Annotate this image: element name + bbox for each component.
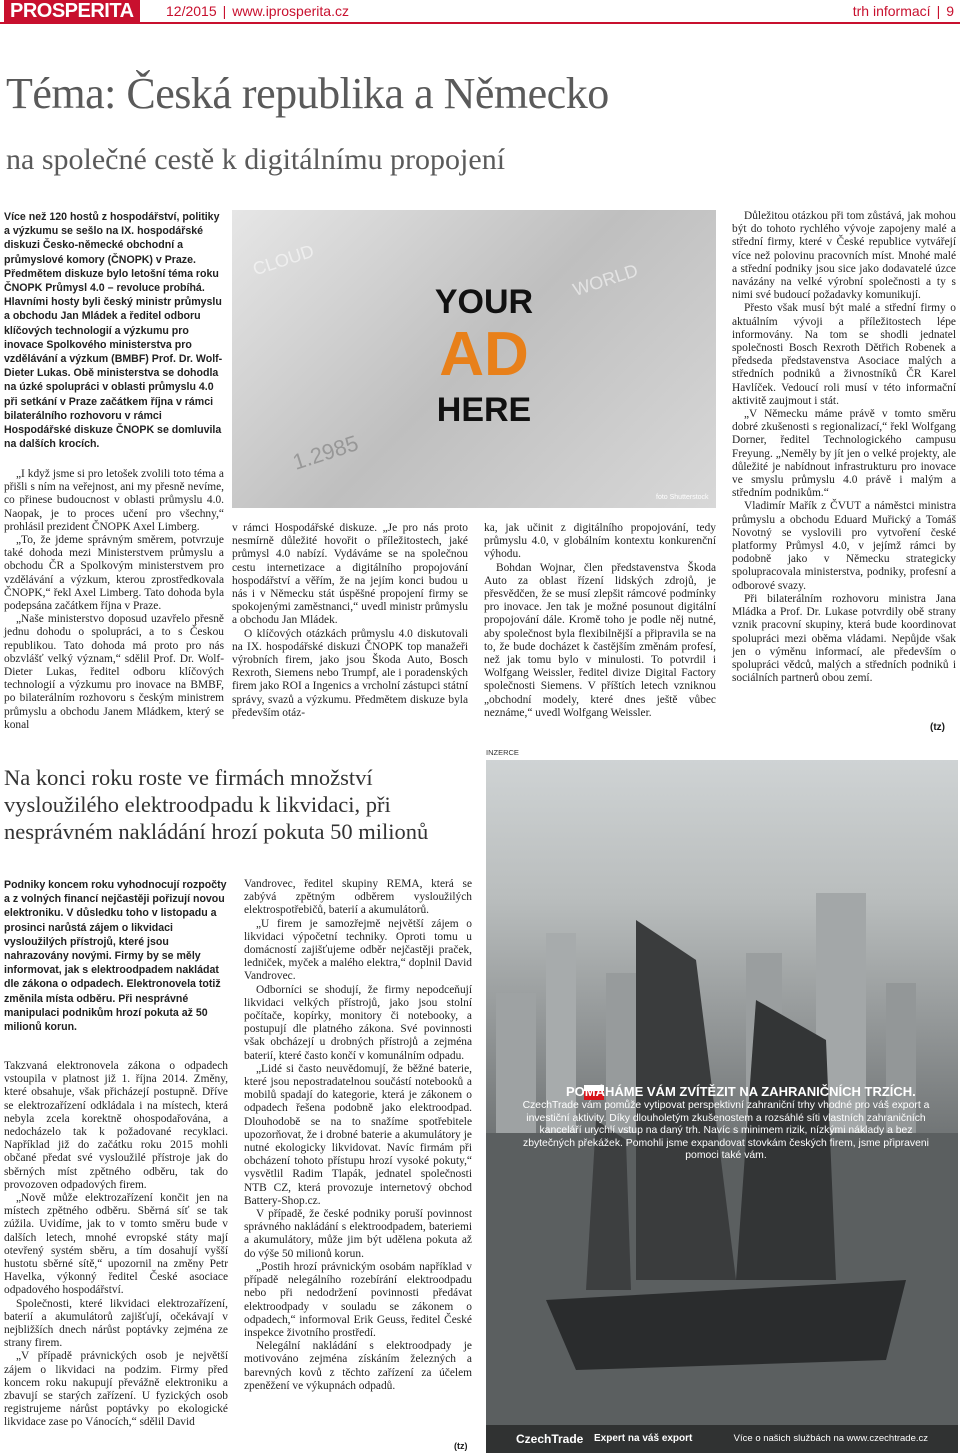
- paragraph: „I když jsme si pro letošek zvolili toto téma a přišli s ním na veřejnost, ani my přesně nevíme, co přinese budoucnost v oblasti průmyslu 4.0. Naopak, je to proces učení pro všechny,“ prohlásil prezident ČNOPK Axel Limberg.: [4, 468, 224, 533]
- paragraph: Při bilaterálním rozhovoru ministra Jana Mládka a Prof. Dr. Lukase potvrdily obě strany vznik pracovní skupiny, která bude koordinovat spolupráci mezi oběma vládami. Nepůjde však jen o výměnu informací, ale především o spolupráci vědců, malých a středních podniků i sociálních partnerů obou zemí.: [732, 592, 956, 685]
- photo-ad-word: HERE: [436, 391, 532, 429]
- paragraph: „Nově může elektrozařízení končit jen na místech zpětného odběru. Sběrná síť se tak zúžila. Uvidíme, jak to v tomto směru bude v dalších letech, mnohé evropské státy mají otevřený systém sběru, a tím dosahují vyšší hustotu sběrné sítě,“ upozornil na změny Petr Havelka, výkonný ředitel České asociace odpadového hospodářství.: [4, 1192, 228, 1297]
- section-name: trh informací: [852, 3, 931, 19]
- photo-text: 1.2985: [289, 430, 362, 475]
- paragraph: „U firem je samozřejmě největší zájem o likvidaci výpočetní techniky. Oproti tomu u domácností zajišťujeme odběr nejčastěji praček, ledniček, myček a malého elektra,“ doplnil David Vandrovec.: [244, 917, 472, 983]
- czechtrade-logo: CzechTrade: [516, 1432, 584, 1446]
- article-title: Téma: Česká republika a Německo: [6, 69, 609, 118]
- paragraph: v rámci Hospodářské diskuze. „Je pro nás proto nesmírně důležité hovořit o příležitostech, jaké průmysl 4.0 nabízí. Vydáváme se na společnou cestu internetizace a digitálního propojování hospodářství a věřím, že na jejím konci budou u nás i v Německu stát úspěšné propojení firmy se spokojenými zaměstnanci,“ uvedl ministr průmyslu a obchodu Jan Mládek.: [232, 522, 468, 627]
- photo-credit: foto Shutterstock: [656, 494, 709, 501]
- issue-info: 12/2015 | www.iprosperita.cz: [166, 3, 349, 19]
- article-subtitle: na společné cestě k digitálnímu propojení: [6, 143, 506, 176]
- paragraph: „Lidé si často neuvědomují, že běžné baterie, které jsou nepostradatelnou součástí notebooků a mobilů spadají do kategorie, která je zákonem o odpadech řešena podobně jako elektroodpad. Dlouhodobě se na to snažíme spotřebitele upozorňovat, že i drobné baterie a akumulátory je nutné ekologicky likvidovat. Navíc firmám při obcházení tohoto přístupu hrozí vysoké pokuty,“ vysvětlil Radim Tlapák, jednatel společnosti NTB CZ, která provozuje internetový obchod Battery-Shop.cz.: [244, 1062, 472, 1207]
- paragraph: O klíčových otázkách průmyslu 4.0 diskutovali na IX. hospodářské diskuzi ČNOPK top manažeři výrobních firem, jako jsou Škoda Auto, Bosch Rexroth, Siemens nebo Trumpf, ale i poradenských firem jako ROI a Ingenics a vrcholní zástupci státní správy, svazů a výzkumu. Předmětem diskuze byla především otáz-: [232, 627, 468, 719]
- paragraph: Vladimír Mařík z ČVUT a náměstci ministra průmyslu a obchodu Eduard Muřický a Tomáš Novotný se vyslovili pro vytvoření české platformy Průmysl 4.0, v jejímž rámci by podobně jako v Německu strategicky spolupracovala ministerstva, podniky, profesní a odborové svazy.: [732, 500, 956, 592]
- article-lead: Podniky koncem roku vyhodnocují rozpočty a z volných financí nejčastěji pořizují novou elektroniku. V důsledku toho v listopadu a prosinci narůstá zájem o likvidaci vysloužilých přístrojů, které jsou nahrazovány novými. Firmy by se měly informovat, jak s elektroodpadem nakládat dle zákona o odpadech. Elektronovela totiž změnila místa odběru. Při nesprávné manipulaci podnikům hrozí pokuta až 50 milionů korun.: [4, 879, 227, 1034]
- czechtrade-advert[interactable]: [486, 760, 958, 1453]
- photo-text: WORLD: [570, 260, 641, 300]
- advert-tagline: Expert na váš export: [594, 1433, 693, 1444]
- paragraph: „Naše ministerstvo doposud uzavřelo přesně jednu dohodu o spolupráci, a to s Českou republikou. Tato dohoda má proto pro nás obzvlášť velký význam,“ sdělil Prof. Dr. Wolf-Dieter Lukas, ředitel odboru klíčových technologií a výzkumu pro inovace na BMBF, po bilaterálním rozhovoru s českým ministrem průmyslu a obchodu Janem Mládkem, který se konal: [4, 613, 224, 731]
- advert-headline: POMÁHÁME VÁM ZVÍTĚZIT NA ZAHRANIČNÍCH TRZÍCH.: [566, 1084, 916, 1099]
- article-column-2: [232, 522, 468, 720]
- paragraph: Důležitou otázkou při tom zůstává, jak mohou být do tohoto rychlého vývoje zapojeny malé a střední firmy, které v České republice vytvářejí více než polovinu pracovních míst. Mnohé malé a střední podniky jsou sice jako dodavatelé úzce navázány na velké výrobní společnosti a ty s nimi své budoucí požadavky komunikují.: [732, 210, 956, 302]
- site-url[interactable]: www.iprosperita.cz: [232, 3, 349, 19]
- paragraph: Odborníci se shodují, že firmy nepodceňují likvidaci velkých přístrojů, jako jsou stolní počítače, kopírky, monitory či notebooky, a postupují dle platného zákona. Své povinnosti však obcházejí u drobných přístrojů a zejména baterií, které často končí v komunálním odpadu.: [244, 983, 472, 1062]
- photo-ad-word: YOUR: [434, 283, 534, 321]
- paragraph: Bohdan Wojnar, člen představenstva Škoda Auto za oblast řízení lidských zdrojů, je přesvědčen, že se musí zlepšit rámcové podmínky pro inovace. Jen tak je možné posunout digitální propojování dále. Kromě toho je podle něj nutné, aby společnost byla flexibilnější a připravila se na to, že bude docházet k častějším změnám profesí, než jak tomu bylo v minulosti. To potvrdil i Wolfgang Weissler, ředitel divize Digital Factory společnosti Siemens. V příštích letech vzniknou „obchodní modely, které dnes ještě vůbec neznáme,“ uvedl Wolfgang Weissler.: [484, 561, 716, 719]
- article-column-3: [484, 522, 716, 720]
- photo-text: CLOUD: [250, 240, 317, 280]
- article-column-1: [4, 1060, 228, 1430]
- article-column-2: [244, 878, 472, 1393]
- article-title: Na konci roku roste ve firmách množství vysloužilého elektroodpadu k likvidaci, při nesprávném nakládání hrozí pokuta 50 milionů: [4, 765, 429, 844]
- your-ad-here-graphic: [428, 275, 540, 435]
- advert-link[interactable]: Více o našich službách na www.czechtrade.cz: [733, 1433, 928, 1444]
- page-number: 9: [946, 3, 954, 19]
- photo-ad-word: AD: [439, 320, 529, 389]
- paragraph: Přesto však musí být malé a střední firmy o aktuálním vývoji a příležitostech lépe informovány. Na tom se shodli jednatel společnosti Bosch Rexroth Dětřich Robenek a předseda představenstva Asociace malých a středních podniků a živnostníků ČR Karel Havlíček. Vedoucí roli musí v této informační aktivitě zaujmout i stát.: [732, 302, 956, 407]
- paragraph: „Postih hrozí právnickým osobám například v případě nelegálního rozebírání elektroodpadu nebo při nedodržení povinnosti předávat elektroodpady v souladu se zákonem o odpadech,“ informoval Erik Geuss, ředitel České inspekce životního prostředí.: [244, 1260, 472, 1339]
- article-column-1: [4, 468, 224, 732]
- paragraph: „V Německu máme právě v tomto směru dobré zkušenosti s regionalizací,“ řekl Wolfgang Dorner, ředitel Technologického campusu Freyung. „Neměly by jít jen o velké projekty, ale důležité je nabídnout infrastrukturu pro inovace ve smyslu průmyslu 4.0 právě i malým a středním podnikům.“: [732, 408, 956, 500]
- paragraph: Takzvaná elektronovela zákona o odpadech vstoupila v platnost již 1. října 2014. Změny, které obsahuje, však přicházejí postupně. Dříve se elektrozařízení odkládala i na místech, která nebyla zcela korektně ohospodařována, a nedocházelo tak k požadované recyklaci. Například již do začátku roku 2015 mohli občané předat své vysloužilé přístroje jak do sběrných míst zpětného odběru, tak do provozoven odpadových firem.: [4, 1060, 228, 1191]
- paragraph: ka, jak učinit z digitálního propojování, tedy průmyslu 4.0, v globálním kontextu konkurenční výhodu.: [484, 522, 716, 561]
- paragraph: „To, že jdeme správným směrem, potvrzuje také dohoda mezi Ministerstvem průmyslu a obchodu ČR a Spolkovým ministerstvem pro vzdělávání a výzkum, kterou zprostředkovala ČNOPK,“ řekl Axel Limberg. Tato dohoda byla podepsána začátkem října v Praze.: [4, 534, 224, 613]
- advert-text: CzechTrade vám pomůže vytipovat perspektivní zahraniční trhy vhodné pro váš export a investiční aktivity. Díky dlouholetým zkušenostem a rozsáhlé síti vlastních zahraničních kanceláří urychlí vstup na daný trh. Navíc s minimem rizik, nízkými náklady a bez zbytečných překážek. Pomohli jsme expandovat stovkám českých firem, jsme připraveni pomoci také vám.: [522, 1100, 930, 1161]
- paragraph: Společnosti, které likvidaci elektrozařízení, baterií a akumulátorů zajišťují, očekávají v nejbližších dnech nárůst poptávky zejména ze strany firem.: [4, 1297, 228, 1350]
- paragraph: V případě, že české podniky poruší povinnost správného nakládání s elektroodpadem, bateriemi a akumulátory, může jim být udělena pokuta až do výše 50 milionů korun.: [244, 1208, 472, 1260]
- article-column-4: [732, 210, 956, 685]
- signature: (tz): [930, 722, 945, 733]
- section-info: trh informací | 9: [852, 3, 954, 19]
- signature: (tz): [454, 1441, 468, 1451]
- issue-number: 12/2015: [166, 3, 217, 19]
- publication-logo: PROSPERITA: [4, 0, 140, 22]
- paragraph: „V případě právnických osob je největší zájem o likvidaci na podzim. Firmy před koncem roku nakupují převážně elektroniku a zbavují se starých zařízení. U fyzických osob registrujeme nárůst poptávky po ekologické likvidace zase po Vánocích,“ sdělil David: [4, 1350, 228, 1429]
- article-lead: Více než 120 hostů z hospodářství, politiky a výzkumu se sešlo na IX. hospodářské diskuzi Česko-německé obchodní a průmyslové komory (ČNOPK) v Praze. Předmětem diskuze bylo letošní téma roku ČNOPK Průmysl 4.0 – revoluce probíhá. Hlavními hosty byli český ministr průmyslu a obchodu Jan Mládek a ředitel odboru klíčových technologií a výzkumu pro inovace Spolkového ministerstva pro vzdělávání a výzkum (BMBF) Prof. Dr. Wolf-Dieter Lukas. Obě ministerstva se dohodla na úzké spolupráci v oblasti průmyslu 4.0 při setkání v Praze začátkem října v rámci bilaterálního rozhovoru v rámci Hospodářské diskuze ČNOPK se domluvila na dalších krocích.: [4, 211, 223, 451]
- advert-label: INZERCE: [486, 748, 519, 757]
- paragraph: Nelegální nakládání s elektroodpady je motivováno zejména získáním železných a barevných kovů z těchto zařízení za účelem zpeněžení ve výkupnách odpadů.: [244, 1340, 472, 1392]
- page-header: [0, 0, 960, 24]
- paragraph: Vandrovec, ředitel skupiny REMA, která se zabývá zpětným odběrem vysloužilých elektrospotřebičů, baterií a akumulátorů.: [244, 878, 472, 917]
